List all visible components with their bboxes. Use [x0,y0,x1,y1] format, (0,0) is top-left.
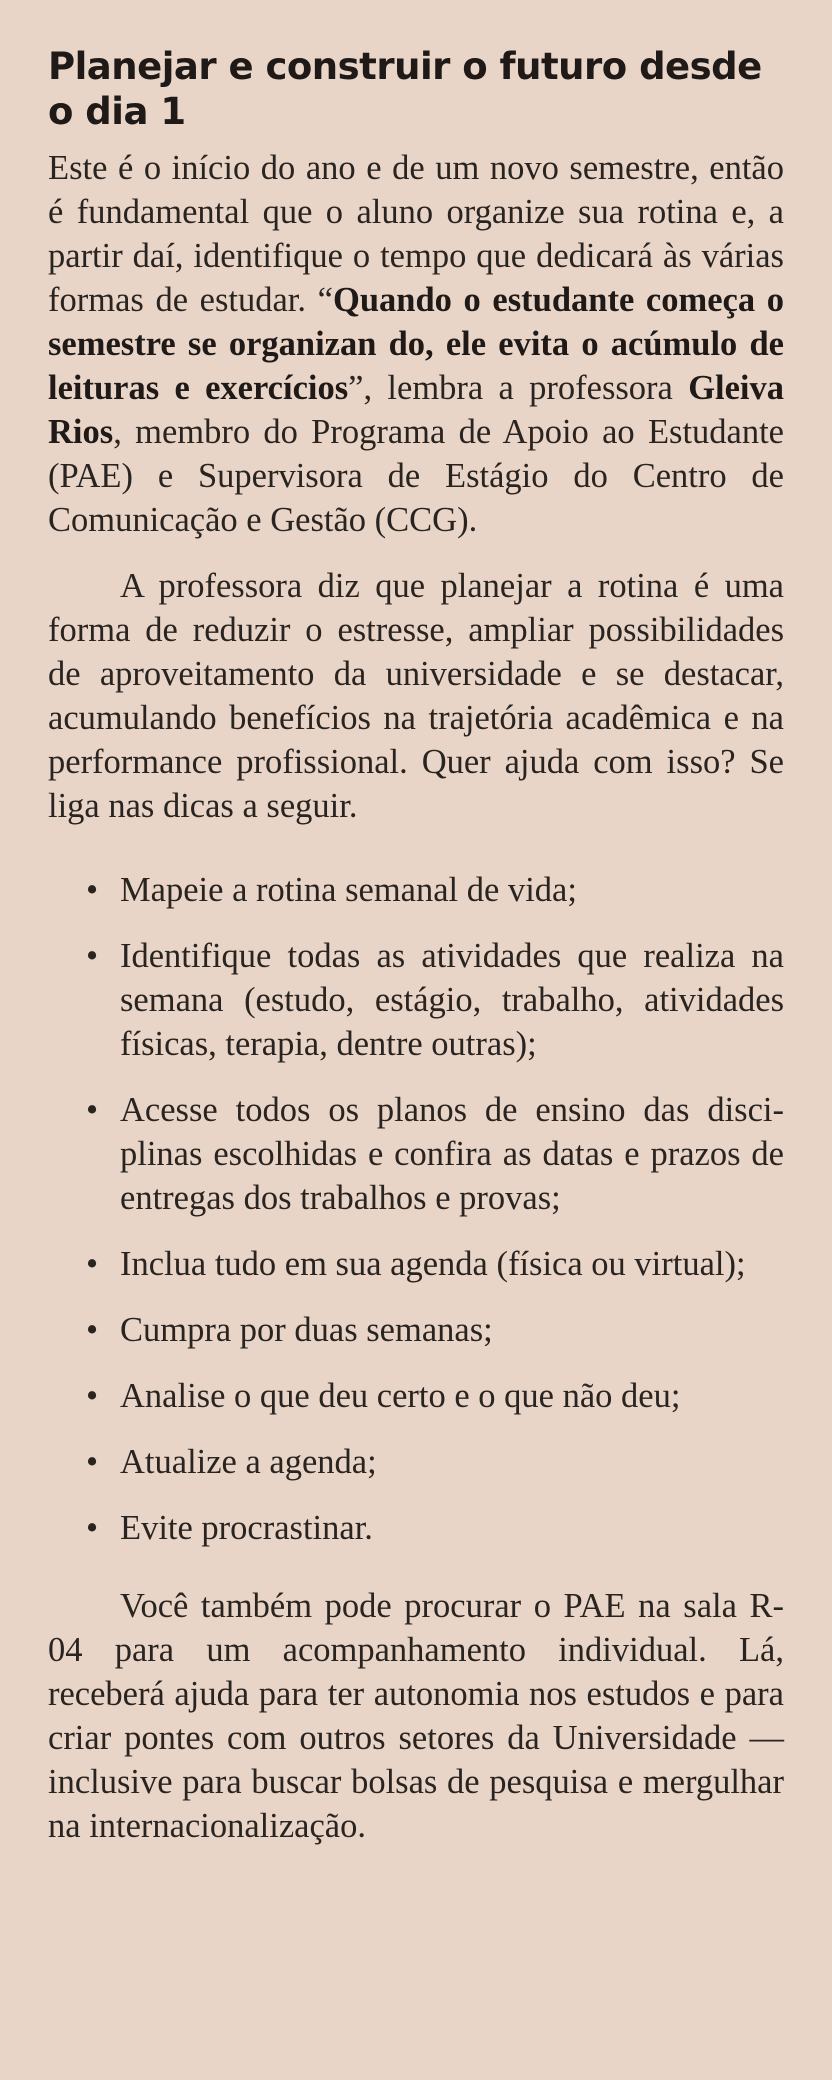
tip-text: Inclua tudo em sua agenda (física ou virtual); [120,1245,746,1283]
bullet-icon: • [86,1509,99,1547]
closing-paragraph: Você também pode procurar o PAE na sala R-04 para um acompanhamento individual. Lá, receberá ajuda para ter autonomia nos estudos e para criar pontes com outros setores da Universidade — inclusive para buscar bolsas de pesquisa e mergulhar na internacionalização. [48,1587,784,1845]
intro-text-1: Este é o início do ano e de um novo semestre, então é fundamental que o aluno organize sua rotina e, a partir daí, identifique o tempo que dedicará às várias formas de estudar. “ [48,149,784,319]
bullet-icon: • [86,1377,99,1415]
intro-text-3: , membro do Programa de Apoio ao Estudante (PAE) e Supervisora de Estágio do Centro de Comunicação e Gestão (CCG). [48,413,784,539]
tip-text: Acesse todos os planos de ensino das disciplinas escolhidas e confira as datas e prazos de entregas dos trabalhos e provas; [120,1091,784,1217]
second-paragraph: A professora diz que planejar a rotina é uma forma de reduzir o estresse, ampliar possibilidades de aproveitamento da universidade e se destacar, acumulando benefícios na trajetória acadêmica e na performance profissional. Quer ajuda com isso? Se liga nas dicas a seguir. [48,567,784,825]
tip-text: Evite procrastinar. [120,1509,373,1547]
tip-text: Cumpra por duas semanas; [120,1311,493,1349]
tip-text: Analise o que deu certo e o que não deu; [120,1377,681,1415]
tip-item [48,1088,784,1220]
bullet-icon: • [86,937,99,975]
article-panel [48,44,784,1848]
tips-list [48,868,784,1550]
intro-quote: Quando o estudante começa o semestre se organizan do, ele evita o acúmulo de leituras e exercícios [48,281,784,407]
tip-item [48,1506,784,1550]
bullet-icon: • [86,1245,99,1283]
professor-name: Gleiva Rios [48,369,785,451]
tip-item [48,1308,784,1352]
tip-text: Mapeie a rotina semanal de vida; [120,871,577,909]
intro-paragraph [48,146,784,542]
tip-item [48,934,784,1066]
tip-item [48,1440,784,1484]
article-title: Planejar e construir o futuro desde o dia 1 [48,45,762,133]
tip-text: Atualize a agenda; [120,1443,377,1481]
intro-text-2: ”, lembra a professora [348,369,689,407]
bullet-icon: • [86,1311,99,1349]
bullet-icon: • [86,1443,99,1481]
tip-item [48,1242,784,1286]
tip-text: Identifique todas as atividades que realiza na semana (estudo, estágio, trabalho, atividades físicas, terapia, dentre outras); [120,937,784,1063]
bullet-icon: • [86,871,99,909]
tip-item [48,1374,784,1418]
tip-item [48,868,784,912]
bullet-icon: • [86,1091,99,1129]
